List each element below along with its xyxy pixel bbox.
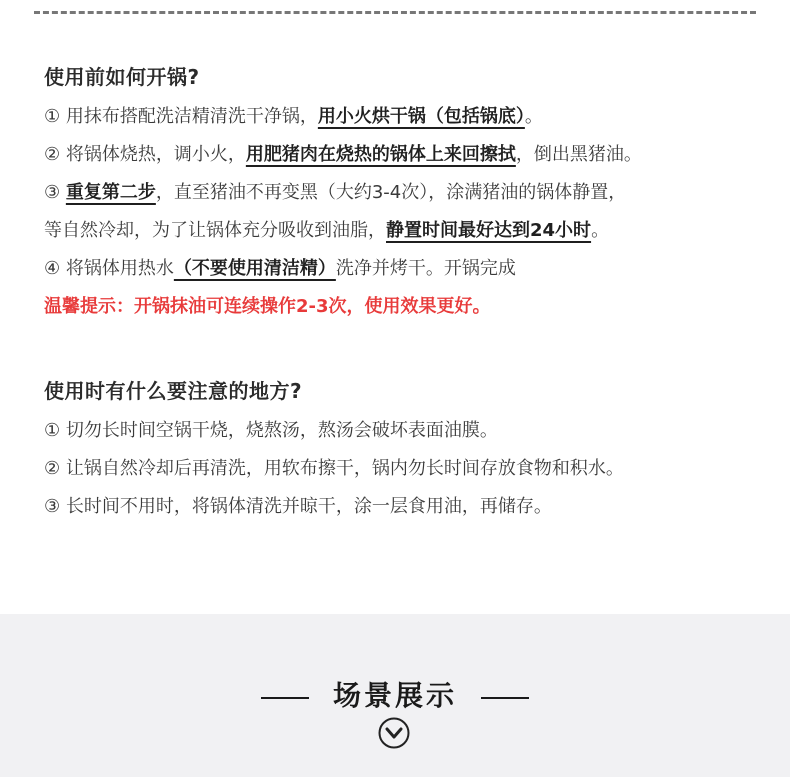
pre-use-step-1: ① 用抹布搭配洗洁精清洗干净锅，用小火烘干锅（包括锅底）。 bbox=[44, 106, 543, 127]
pre-use-step-3: ③ 重复第二步，直至猪油不再变黑（大约3-4次），涂满猪油的锅体静置， bbox=[44, 182, 627, 203]
pre-use-step-4: ④ 将锅体用热水（不要使用清洁精）洗净并烤干。开锅完成 bbox=[44, 258, 516, 279]
pre-use-heading: 使用前如何开锅? bbox=[44, 65, 200, 89]
scene-banner bbox=[0, 614, 790, 777]
pre-use-section bbox=[44, 62, 764, 326]
usage-notes-section bbox=[44, 376, 764, 526]
usage-note-item: ③ 长时间不用时，将锅体清洗并晾干，涂一层食用油，再储存。 bbox=[44, 496, 552, 517]
title-dash-left bbox=[261, 697, 309, 699]
title-dash-right bbox=[481, 697, 529, 699]
usage-note-item: ① 切勿长时间空锅干烧，烧熬汤，熬汤会破坏表面油膜。 bbox=[44, 420, 498, 441]
usage-notes-heading: 使用时有什么要注意的地方? bbox=[44, 379, 303, 403]
warm-tip: 温馨提示：开锅抹油可连续操作2-3次，使用效果更好。 bbox=[44, 296, 491, 317]
scene-title: 场景展示 bbox=[0, 674, 790, 714]
usage-note-item: ② 让锅自然冷却后再清洗，用软布擦干，锅内勿长时间存放食物和积水。 bbox=[44, 458, 624, 479]
chevron-down-circle-icon[interactable] bbox=[378, 717, 410, 749]
dashed-divider bbox=[34, 11, 756, 14]
pre-use-step-3-cont: 等自然冷却，为了让锅体充分吸收到油脂，静置时间最好达到24小时。 bbox=[44, 220, 610, 241]
pre-use-step-2: ② 将锅体烧热，调小火，用肥猪肉在烧热的锅体上来回擦拭，倒出黑猪油。 bbox=[44, 144, 642, 165]
